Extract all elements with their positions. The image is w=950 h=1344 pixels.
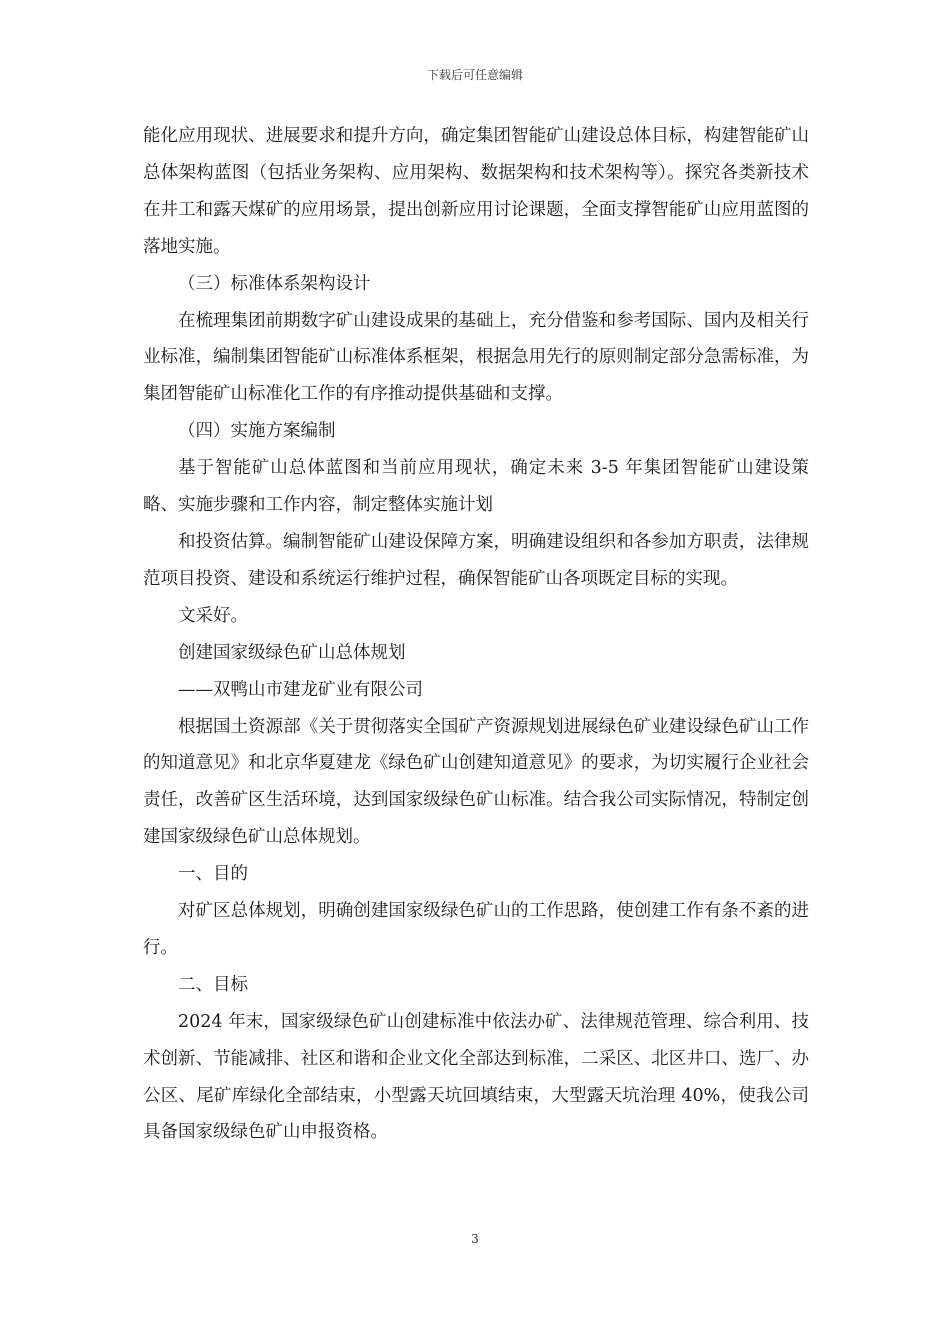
paragraph: 2024 年末，国家级绿色矿山创建标准中依法办矿、法律规范管理、综合利用、技术创新、节能减排、社区和谐和企业文化全部达到标准，二采区、北区井口、选厂、办公区、尾矿库绿化全部结束，小型露天坑回填结束，大型露天坑治理 40%，使我公司具备国家级绿色矿山申报资格。: [143, 1011, 809, 1143]
paragraph: 和投资估算。编制智能矿山建设保障方案，明确建设组织和各参加方职责，法律规范项目投资、建设和系统运行维护过程，确保智能矿山各项既定目标的实现。: [143, 531, 809, 589]
paragraph: 基于智能矿山总体蓝图和当前应用现状，确定未来 3-5 年集团智能矿山建设策略、实施步骤和工作内容，制定整体实施计划: [143, 458, 809, 516]
section-heading-goal: 二、目标: [178, 974, 248, 995]
paragraph: 在梳理集团前期数字矿山建设成果的基础上，充分借鉴和参考国际、国内及相关行业标准，编制集团智能矿山标准体系框架，根据急用先行的原则制定部分急需标准，为集团智能矿山标准化工作的有序推动提供基础和支撑。: [143, 310, 809, 405]
section-heading-3: （三）标准体系架构设计: [178, 273, 371, 294]
company-name: ——双鸭山市建龙矿业有限公司: [178, 679, 423, 700]
page-header: 下载后可任意编辑: [426, 68, 523, 82]
paragraph: 对矿区总体规划，明确创建国家级绿色矿山的工作思路，使创建工作有条不紊的进行。: [143, 901, 809, 958]
section-heading-4: （四）实施方案编制: [178, 421, 336, 442]
section-heading-purpose: 一、目的: [178, 864, 248, 885]
document-title: 创建国家级绿色矿山总体规划: [178, 642, 406, 663]
page-number: 3: [471, 1232, 479, 1246]
document-body: [143, 118, 809, 1151]
paragraph: 根据国土资源部《关于贯彻落实全国矿产资源规划进展绿色矿业建设绿色矿山工作的知道意见》和北京华夏建龙《绿色矿山创建知道意见》的要求，为切实履行企业社会责任，改善矿区生活环境，达到国家级绿色矿山标准。结合我公司实际情况，特制定创建国家级绿色矿山总体规划。: [143, 716, 809, 848]
paragraph: 能化应用现状、进展要求和提升方向，确定集团智能矿山建设总体目标，构建智能矿山总体架构蓝图（包括业务架构、应用架构、数据架构和技术架构等）。探究各类新技术在井工和露天煤矿的应用场景，提出创新应用讨论课题，全面支撑智能矿山应用蓝图的落地实施。: [143, 126, 809, 257]
paragraph: 文采好。: [178, 605, 248, 626]
